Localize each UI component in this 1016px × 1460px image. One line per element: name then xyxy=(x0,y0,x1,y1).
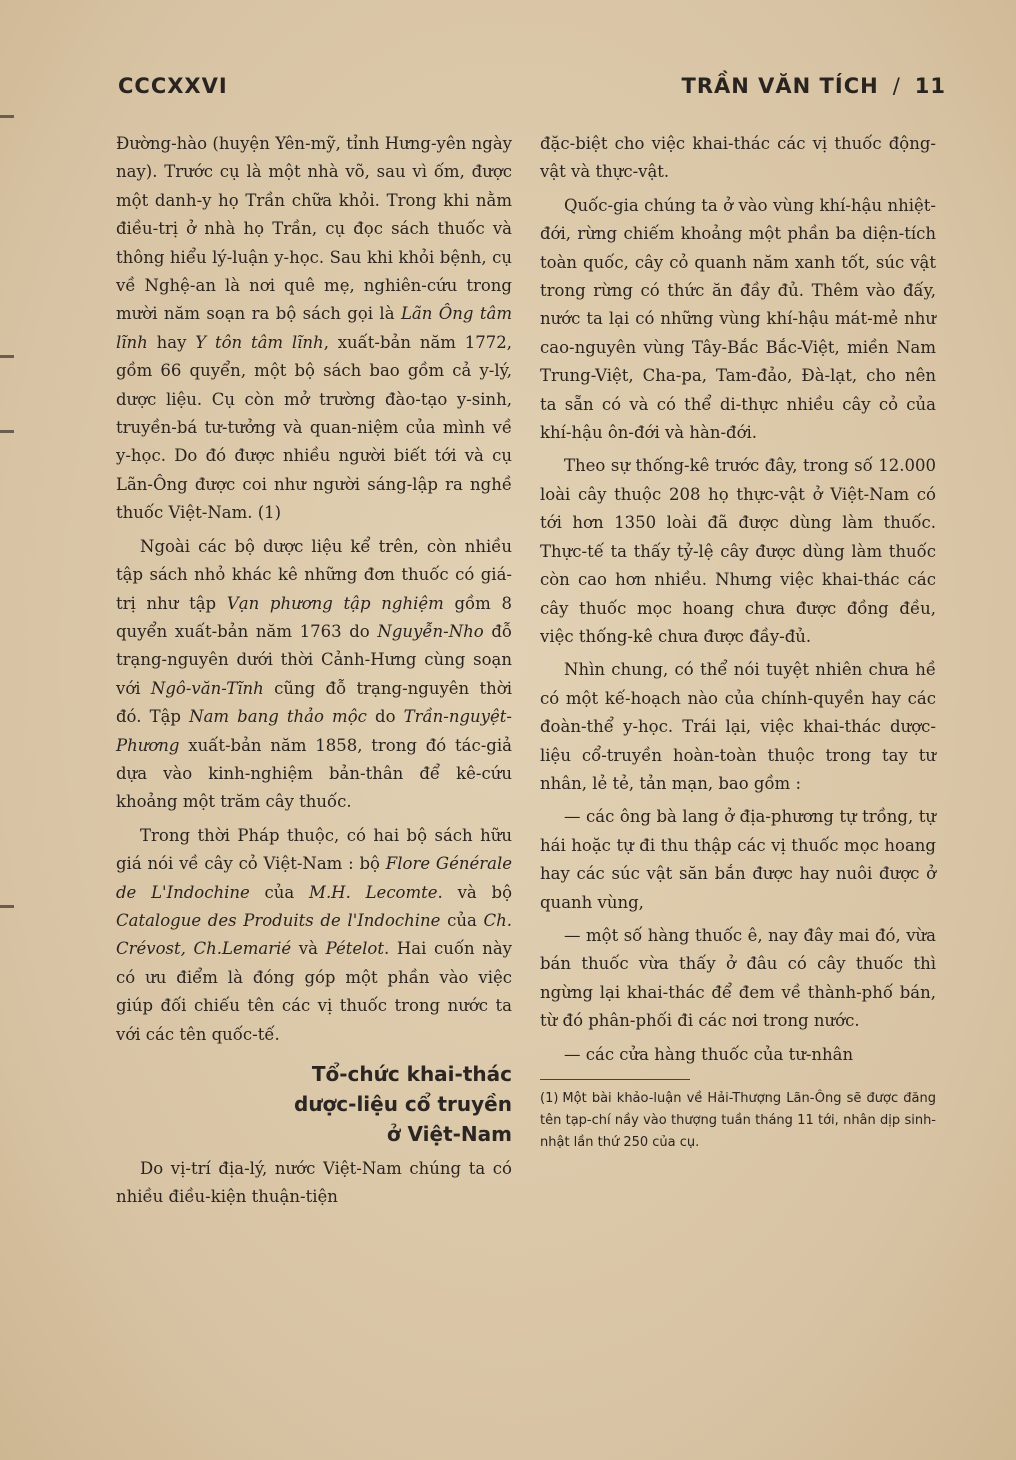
heading-line: ở Việt-Nam xyxy=(386,1122,512,1146)
text-run: . và bộ xyxy=(437,882,512,902)
book-title: Catalogue des Produits de l'Indochine xyxy=(116,910,441,930)
right-column xyxy=(540,130,936,1154)
header-section-number: CCCXXVI xyxy=(118,74,228,98)
text-run: cũng đỗ trạng-nguyên thời đó. Tập xyxy=(116,678,513,727)
left-column xyxy=(116,130,512,1217)
text-run: xuất-bản năm 1858, trong đó tác-giả dựa vào kinh-nghiệm bản-thân để kê-cứu khoảng một trăm cây thuốc. xyxy=(116,735,512,812)
page-edge-mark xyxy=(0,905,14,908)
text-run: . Hai cuốn này có ưu điểm là đóng góp một phần vào việc giúp đối chiếu tên các vị thuốc trong nước ta với các tên quốc-tế. xyxy=(116,939,512,1044)
page-edge-mark xyxy=(0,115,14,118)
author-name: Nguyễn-Nho xyxy=(377,621,484,641)
text-run: do xyxy=(366,707,404,727)
paragraph xyxy=(116,130,512,528)
book-title: Y tôn tâm lĩnh xyxy=(195,332,324,352)
book-title: Lãn Ông tâm lĩnh xyxy=(116,304,512,352)
section-heading xyxy=(116,1059,512,1149)
text-run: và xyxy=(291,939,326,959)
running-header xyxy=(118,70,946,104)
author-name: Ch. Crévost, Ch.Lemarié xyxy=(116,910,512,959)
text-run: hay xyxy=(147,332,196,352)
header-right xyxy=(682,74,946,98)
text-run: Ngoài các bộ dược liệu kể trên, còn nhiều tập sách nhỏ khác kê những đơn thuốc có giá-trị như tập xyxy=(116,536,512,613)
footnote xyxy=(540,1088,936,1154)
paragraph xyxy=(116,533,512,817)
text-run: của xyxy=(249,882,310,902)
text-run: đỗ trạng-nguyên dưới thời Cảnh-Hưng cùng soạn với xyxy=(116,621,513,698)
text-run: gồm 8 quyển xuất-bản năm 1763 do xyxy=(116,593,512,641)
author-name: M.H. Lecomte xyxy=(309,882,438,902)
text-run: Trong thời Pháp thuộc, có hai bộ sách hữu giá nói về cây cỏ Việt-Nam : bộ xyxy=(116,825,512,874)
heading-line: dược-liệu cổ truyền xyxy=(294,1092,512,1116)
author-name: Ngô-văn-Tĩnh xyxy=(150,678,264,698)
list-item: — một số hàng thuốc ê, nay đây mai đó, vừa bán thuốc vừa thấy ở đâu có cây thuốc thì ngừng lại khai-thác để đem về thành-phố bán, từ đó phân-phối đi các nơi trong nước. xyxy=(540,925,936,1031)
footnote-divider xyxy=(540,1079,690,1080)
author-name: Trần-nguyệt-Phương xyxy=(116,707,512,755)
page-number: 11 xyxy=(914,74,946,98)
text-run: Đường-hào (huyện Yên-mỹ, tỉnh Hưng-yên ngày nay). Trước cụ là một nhà võ, sau vì ốm, được một danh-y họ Trần chữa khỏi. Trong khi nằm điều-trị ở nhà họ Trần, cụ đọc sách thuốc và thông hiểu lý-luận y-học. Sau khi khỏi bệnh, cụ về Nghệ-an là nơi quê mẹ, nghiên-cứu trong mười năm soạn ra bộ sách gọi là xyxy=(116,134,512,324)
text-run: , xuất-bản năm 1772, gồm 66 quyển, một bộ sách bao gồm cả y-lý, dược liệu. Cụ còn mở trường đào-tạo y-sinh, truyền-bá tư-tưởng và quan-niệm của mình về y-học. Do đó được nhiều người biết tới và cụ Lãn-Ông được coi như người sáng-lập ra nghề thuốc Việt-Nam. (1) xyxy=(116,332,512,523)
paragraph: Theo sự thống-kê trước đây, trong số 12.000 loài cây thuộc 208 họ thực-vật ở Việt-Nam có tới hơn 1350 loài đã được dùng làm thuốc. Thực-tế ta thấy tỷ-lệ cây được dùng làm thuốc còn cao hơn nhiều. Nhưng việc khai-thác các cây thuốc mọc hoang chưa được đồng đều, việc thống-kê chưa được đầy-đủ. xyxy=(540,456,936,646)
page-edge-mark xyxy=(0,355,14,358)
book-title: Flore Générale de L'Indochine xyxy=(116,854,512,902)
author-name: Pételot xyxy=(325,939,384,959)
header-author: TRẦN VĂN TÍCH xyxy=(681,74,879,98)
list-item: — các cửa hàng thuốc của tư-nhân xyxy=(564,1044,854,1064)
paragraph: Nhìn chung, có thể nói tuyệt nhiên chưa hề có một kế-hoạch nào của chính-quyền hay các đoàn-thể y-học. Trái lại, việc khai-thác dược-liệu cổ-truyền hoàn-toàn thuộc trong tay tư nhân, lẻ tẻ, tản mạn, bao gồm : xyxy=(540,660,936,793)
paragraph: Quốc-gia chúng ta ở vào vùng khí-hậu nhiệt-đới, rừng chiếm khoảng một phần ba diện-tích toàn quốc, cây cỏ quanh năm xanh tốt, súc vật trong rừng có thức ăn đầy đủ. Thêm vào đấy, nước ta lại có những vùng khí-hậu mát-mẻ như cao-nguyên vùng Tây-Bắc Bắc-Việt, miền Nam Trung-Việt, Cha-pa, Tam-đảo, Đà-lạt, cho nên ta sẵn có và có thể di-thực nhiều cây cỏ của khí-hậu ôn-đới và hàn-đới. xyxy=(540,195,936,443)
heading-line: Tổ-chức khai-thác xyxy=(311,1062,512,1086)
book-title: Nam bang thảo mộc xyxy=(189,707,367,727)
header-separator: / xyxy=(892,74,901,98)
footnote-marker: (1) xyxy=(540,1091,559,1106)
paragraph: đặc-biệt cho việc khai-thác các vị thuốc động-vật và thực-vật. xyxy=(540,134,936,182)
list-item: — các ông bà lang ở địa-phương tự trồng, tự hái hoặc tự đi thu thập các vị thuốc mọc hoang hay các súc vật săn bắn được hay nuôi được ở quanh vùng, xyxy=(540,807,936,912)
paragraph xyxy=(116,822,512,1049)
book-title: Vạn phương tập nghiệm xyxy=(226,593,444,613)
paragraph: Do vị-trí địa-lý, nước Việt-Nam chúng ta có nhiều điều-kiện thuận-tiện xyxy=(116,1159,512,1207)
text-run: của xyxy=(440,910,484,930)
page-edge-mark xyxy=(0,430,14,433)
footnote-text: Một bài khảo-luận về Hải-Thượng Lãn-Ông sẽ được đăng tên tạp-chí nầy vào thượng tuần tháng 11 tới, nhân dịp sinh-nhật lần thứ 250 của cụ. xyxy=(540,1091,936,1150)
